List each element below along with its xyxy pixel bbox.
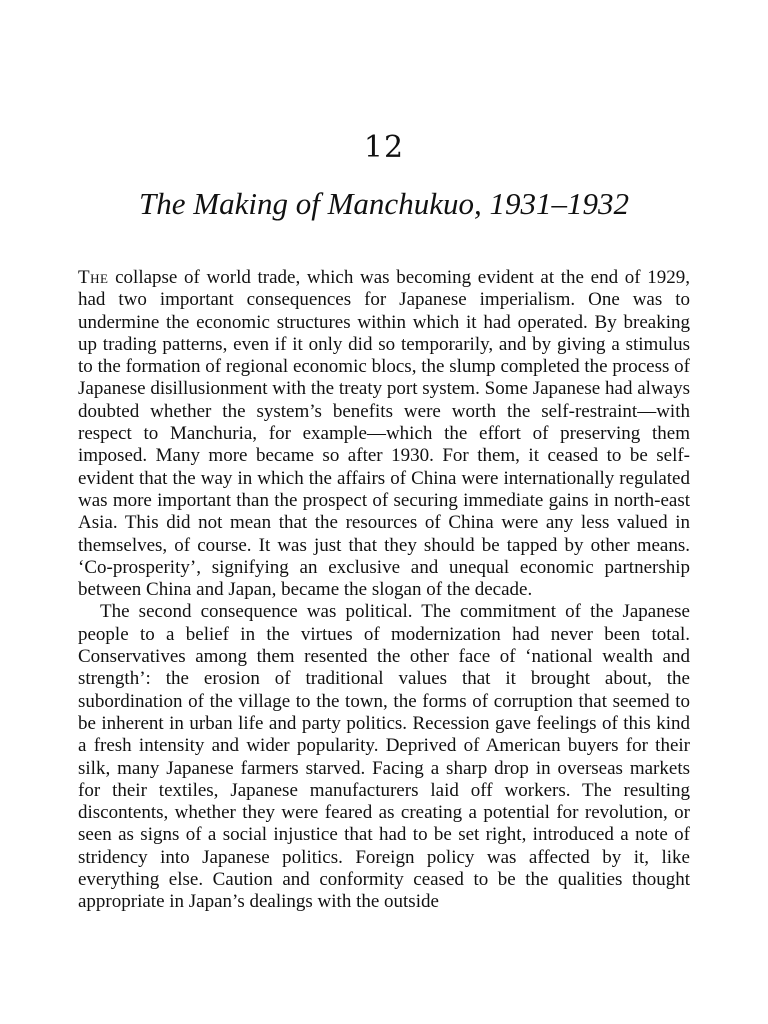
opening-word: The bbox=[78, 267, 109, 288]
paragraph-2-text: The second consequence was political. The commitment of the Japanese people to a belief in the virtues of modernization had never been total. Conservatives among them resented the other face of ‘national wealth and strength’: the erosion of traditional values that it brought about, the subordination of the village to the town, the forms of corruption that seemed to be inherent in urban life and party politics. Recession gave feelings of this kind a fresh intensity and wider popularity. Deprived of American buyers for their silk, many Japanese farmers starved. Facing a sharp drop in overseas markets for their textiles, Japanese manufacturers laid off workers. The resulting discontents, whether they were feared as creating a potential for revolution, or seen as signs of a social injustice that had to be set right, introduced a note of stridency into Japanese politics. Foreign policy was affected by it, like everything else. Caution and conformity ceased to be the qualities thought appropriate in Japan’s dealings with the outside bbox=[78, 601, 690, 913]
chapter-number: 12 bbox=[363, 130, 405, 165]
body-text bbox=[78, 267, 690, 914]
paragraph-1-text: collapse of world trade, which was becoming evident at the end of 1929, had two important consequences for Japanese imperialism. One was to undermine the economic structures within which it had operated. By breaking up trading patterns, even if it only did so temporarily, and by giving a stimulus to the formation of regional economic blocs, the slump completed the process of Japanese disillusionment with the treaty port system. Some Japanese had always doubted whether the system’s benefits were worth the self-restraint—with respect to Manchuria, for example—which the effort of preserving them imposed. Many more became so after 1930. For them, it ceased to be self-evident that the way in which the affairs of China were internationally regulated was more important than the prospect of securing immediate gains in north-east Asia. This did not mean that the resources of China were any less valued in themselves, of course. It was just that they should be tapped by other means. ‘Co-prosperity’, signifying an exclusive and unequal economic partnership between China and Japan, became the slogan of the decade. bbox=[78, 267, 690, 601]
paragraph-1 bbox=[78, 267, 690, 601]
paragraph-2 bbox=[78, 601, 690, 913]
chapter-title: The Making of Manchukuo, 1931–1932 bbox=[139, 186, 629, 221]
